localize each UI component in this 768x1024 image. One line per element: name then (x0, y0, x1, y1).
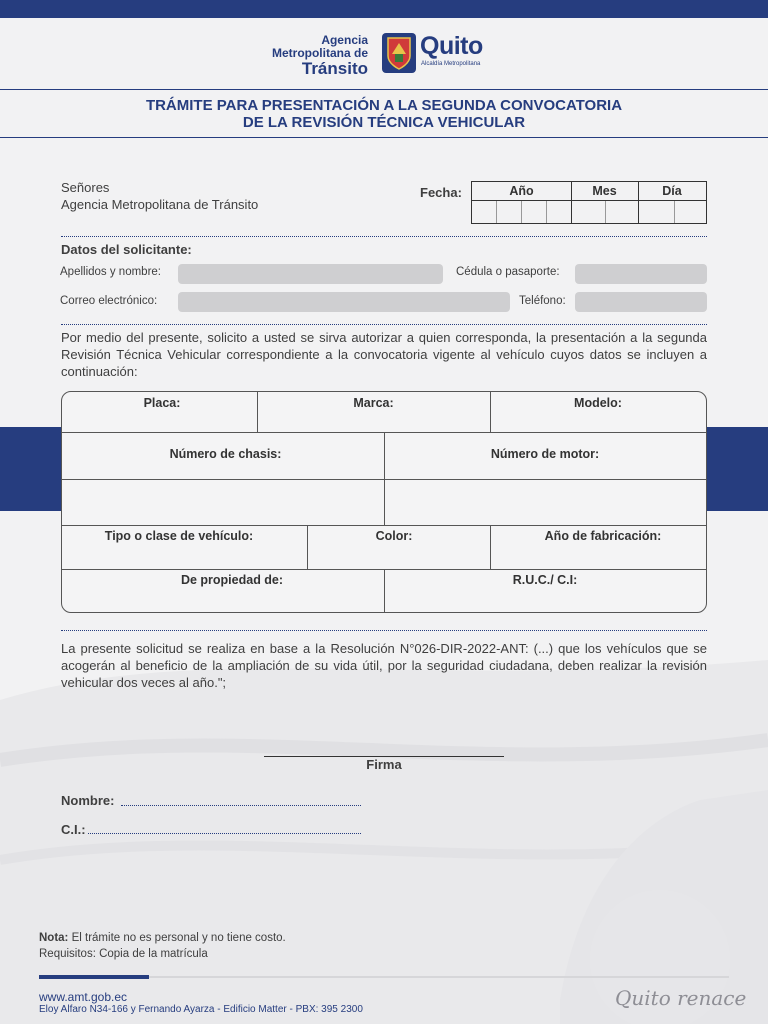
engine-input[interactable] (385, 480, 706, 525)
name-sign-field[interactable] (121, 805, 361, 806)
agency-logo-text (272, 34, 368, 77)
ruc-input[interactable] (385, 590, 706, 612)
chassis-input[interactable] (62, 480, 384, 525)
request-paragraph: Por medio del presente, solicito a usted se sirva autorizar a quien corresponda, la presentación a la segunda Revisión Técnica Vehicular correspondiente a la convocatoria vigente al vehículo cuyos datos se incluyen a continuación: (61, 330, 707, 379)
section-divider-1 (61, 236, 707, 237)
year-label: Año de fabricación: (544, 529, 662, 543)
quito-shield-icon (381, 32, 417, 74)
date-year-input[interactable] (472, 201, 571, 223)
note-label: Nota: (39, 932, 69, 944)
agency-line2: Metropolitana de (271, 46, 368, 60)
date-day-input[interactable] (639, 201, 706, 223)
agency-line3: Tránsito (301, 59, 368, 78)
quito-subtitle: Alcaldía Metropolitana (421, 61, 481, 67)
side-band-right (706, 427, 768, 511)
section-divider-3 (61, 630, 707, 631)
footer-slogan: Quito renace (615, 986, 747, 1010)
agency-line1: Agencia (321, 33, 368, 47)
brand-input[interactable] (258, 412, 490, 432)
name-label: Apellidos y nombre: (60, 266, 161, 278)
phone-field[interactable] (575, 292, 707, 312)
signature-label: Firma (366, 757, 402, 772)
note-text: El trámite no es personal y no tiene costo. (71, 932, 286, 944)
header-divider-top (0, 89, 768, 90)
quito-logo: Quito (420, 32, 483, 60)
applicant-heading: Datos del solicitante: (61, 242, 192, 257)
year-input[interactable] (491, 546, 706, 569)
color-input[interactable] (308, 546, 490, 569)
addressee-line1: Señores (61, 180, 110, 195)
form-title-line2: DE LA REVISIÓN TÉCNICA VEHICULAR (242, 114, 526, 131)
vehicle-data-table (61, 391, 707, 613)
id-label: Cédula o pasaporte: (456, 266, 560, 278)
phone-label: Teléfono: (519, 295, 566, 307)
footer-website[interactable]: www.amt.gob.ec (39, 990, 128, 1004)
side-band-left (0, 427, 62, 511)
name-field[interactable] (178, 264, 443, 284)
date-month-input[interactable] (572, 201, 638, 223)
owner-input[interactable] (62, 590, 384, 612)
footer-accent (39, 975, 149, 979)
email-field[interactable] (178, 292, 510, 312)
section-divider-2 (61, 324, 707, 325)
top-bar (0, 0, 768, 18)
model-input[interactable] (491, 412, 706, 432)
date-month-header: Mes (592, 184, 617, 198)
header-divider-bottom (0, 137, 768, 138)
plate-input[interactable] (62, 412, 257, 432)
ci-sign-field[interactable] (88, 833, 361, 834)
engine-label: Número de motor: (490, 447, 600, 461)
ruc-label: R.U.C./ C.I: (512, 573, 578, 587)
legal-paragraph: La presente solicitud se realiza en base a la Resolución N°026-DIR-2022-ANT: (...) que los vehículos que se acogerán al beneficio de la ampliación de su vida útil, por la seguridad ciudadana, deben realizar la revisión vehicular dos veces al año."; (61, 641, 707, 690)
color-label: Color: (375, 529, 413, 543)
owner-label: De propiedad de: (180, 573, 284, 587)
chassis-label: Número de chasis: (169, 447, 282, 461)
email-label: Correo electrónico: (60, 295, 158, 307)
footer-address: Eloy Alfaro N34-166 y Fernando Ayarza - Edificio Matter - PBX: 395 2300 (39, 1004, 363, 1015)
note-line (39, 932, 286, 944)
date-day-header: Día (662, 184, 682, 198)
date-table (471, 181, 707, 224)
form-title-line1: TRÁMITE PARA PRESENTACIÓN A LA SEGUNDA CONVOCATORIA (145, 97, 623, 114)
brand-label: Marca: (353, 396, 394, 410)
addressee-line2: Agencia Metropolitana de Tránsito (61, 197, 259, 212)
ci-sign-label: C.I.: (61, 822, 86, 837)
date-year-header: Año (509, 184, 534, 198)
type-label: Tipo o clase de vehículo: (104, 529, 254, 543)
type-input[interactable] (62, 546, 307, 569)
model-label: Modelo: (574, 396, 622, 410)
name-sign-label: Nombre: (61, 793, 115, 808)
requirements-text: Requisitos: Copia de la matrícula (39, 948, 208, 960)
plate-label: Placa: (143, 396, 181, 410)
id-field[interactable] (575, 264, 707, 284)
date-label: Fecha: (420, 185, 462, 200)
